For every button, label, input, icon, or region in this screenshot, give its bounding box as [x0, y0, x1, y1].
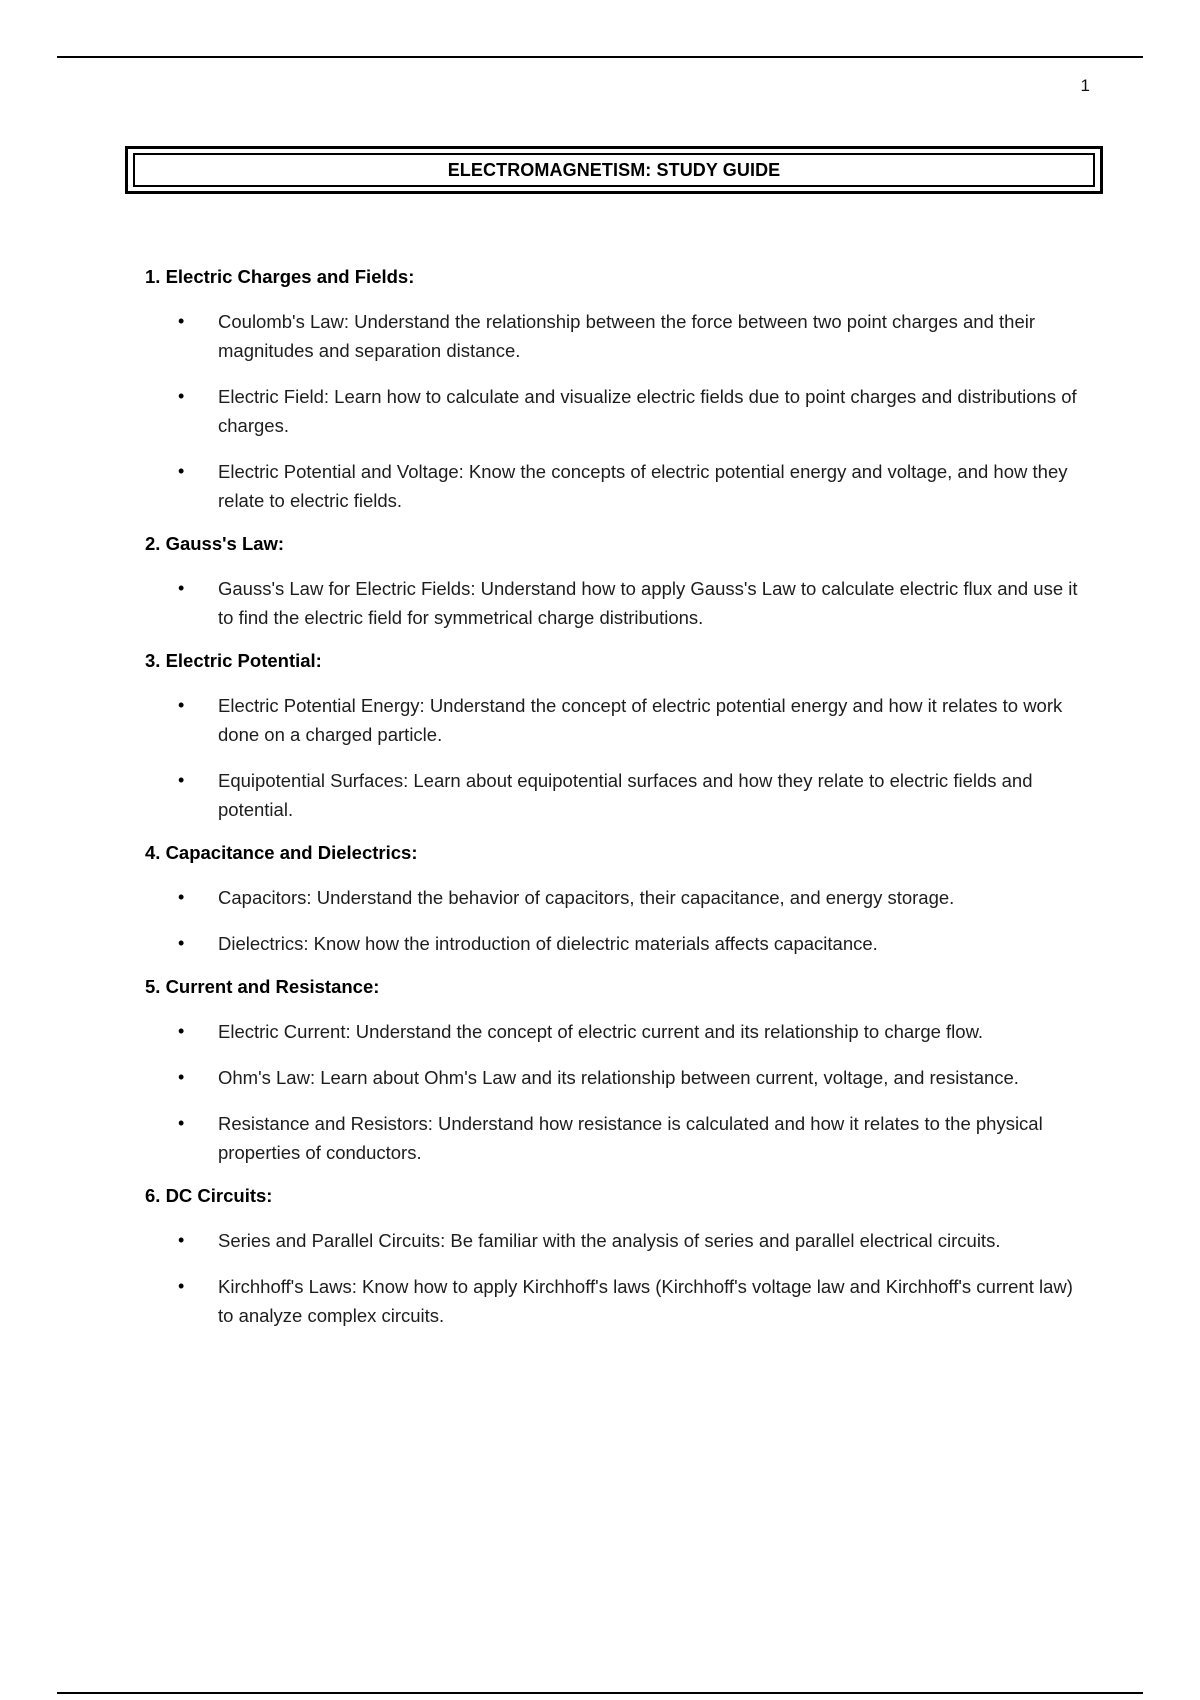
bullet-icon: • [178, 386, 185, 406]
bullet-item [145, 929, 1085, 958]
bullet-icon: • [178, 1021, 185, 1041]
bullet-icon: • [178, 770, 185, 790]
bullet-item [145, 691, 1085, 749]
page-number: 1 [1080, 76, 1090, 95]
section-heading: 5. Current and Resistance: [145, 976, 380, 997]
bullet-item [145, 574, 1085, 632]
bullet-item [145, 1272, 1085, 1330]
bullet-item [145, 307, 1085, 365]
bullet-item [145, 1017, 1085, 1046]
bullet-list [145, 691, 1085, 824]
bullet-text: Kirchhoff's Laws: Know how to apply Kirchhoff's laws (Kirchhoff's voltage law and Kirchhoff's current law) to analyze complex circuits. [218, 1276, 1073, 1326]
title-box-inner [133, 153, 1095, 187]
bullet-list [145, 1226, 1085, 1330]
bullet-list [145, 307, 1085, 515]
title-box [125, 146, 1103, 194]
bullet-text: Series and Parallel Circuits: Be familiar with the analysis of series and parallel electrical circuits. [218, 1230, 1001, 1251]
bullet-icon: • [178, 578, 185, 598]
bullet-list [145, 883, 1085, 958]
bullet-icon: • [178, 887, 185, 907]
bullet-text: Electric Current: Understand the concept of electric current and its relationship to charge flow. [218, 1021, 984, 1042]
bullet-icon: • [178, 1230, 185, 1250]
bullet-item [145, 766, 1085, 824]
bullet-icon: • [178, 1113, 185, 1133]
bullet-icon: • [178, 695, 185, 715]
bullet-item [145, 1226, 1085, 1255]
bullet-text: Capacitors: Understand the behavior of capacitors, their capacitance, and energy storage. [218, 887, 955, 908]
bullet-list [145, 574, 1085, 632]
section-heading: 3. Electric Potential: [145, 650, 322, 671]
bullet-text: Resistance and Resistors: Understand how resistance is calculated and how it relates to the physical properties of conductors. [218, 1113, 1043, 1163]
bullet-item [145, 382, 1085, 440]
bullet-icon: • [178, 311, 185, 331]
footer-rule [57, 1692, 1143, 1694]
bullet-item [145, 1063, 1085, 1092]
section-heading: 1. Electric Charges and Fields: [145, 266, 415, 287]
bullet-list [145, 1017, 1085, 1167]
bullet-text: Ohm's Law: Learn about Ohm's Law and its relationship between current, voltage, and resistance. [218, 1067, 1019, 1088]
section-heading: 6. DC Circuits: [145, 1185, 273, 1206]
bullet-icon: • [178, 1067, 185, 1087]
header-rule [57, 56, 1143, 58]
bullet-text: Electric Potential Energy: Understand the concept of electric potential energy and how it relates to work done on a charged particle. [218, 695, 1063, 745]
bullet-item [145, 457, 1085, 515]
page-title: ELECTROMAGNETISM: STUDY GUIDE [447, 159, 781, 180]
bullet-icon: • [178, 1276, 185, 1296]
bullet-icon: • [178, 933, 185, 953]
bullet-text: Equipotential Surfaces: Learn about equipotential surfaces and how they relate to electric fields and potential. [218, 770, 1033, 820]
bullet-text: Gauss's Law for Electric Fields: Understand how to apply Gauss's Law to calculate electric flux and use it to find the electric field for symmetrical charge distributions. [218, 578, 1078, 628]
bullet-text: Electric Potential and Voltage: Know the concepts of electric potential energy and voltage, and how they relate to electric fields. [218, 461, 1068, 511]
bullet-icon: • [178, 461, 185, 481]
bullet-item [145, 1109, 1085, 1167]
section-heading: 2. Gauss's Law: [145, 533, 285, 554]
document-body [145, 264, 1085, 1346]
bullet-text: Coulomb's Law: Understand the relationship between the force between two point charges and their magnitudes and separation distance. [218, 311, 1035, 361]
section-heading: 4. Capacitance and Dielectrics: [145, 842, 418, 863]
bullet-text: Dielectrics: Know how the introduction of dielectric materials affects capacitance. [218, 933, 878, 954]
bullet-text: Electric Field: Learn how to calculate and visualize electric fields due to point charges and distributions of charges. [218, 386, 1077, 436]
bullet-item [145, 883, 1085, 912]
